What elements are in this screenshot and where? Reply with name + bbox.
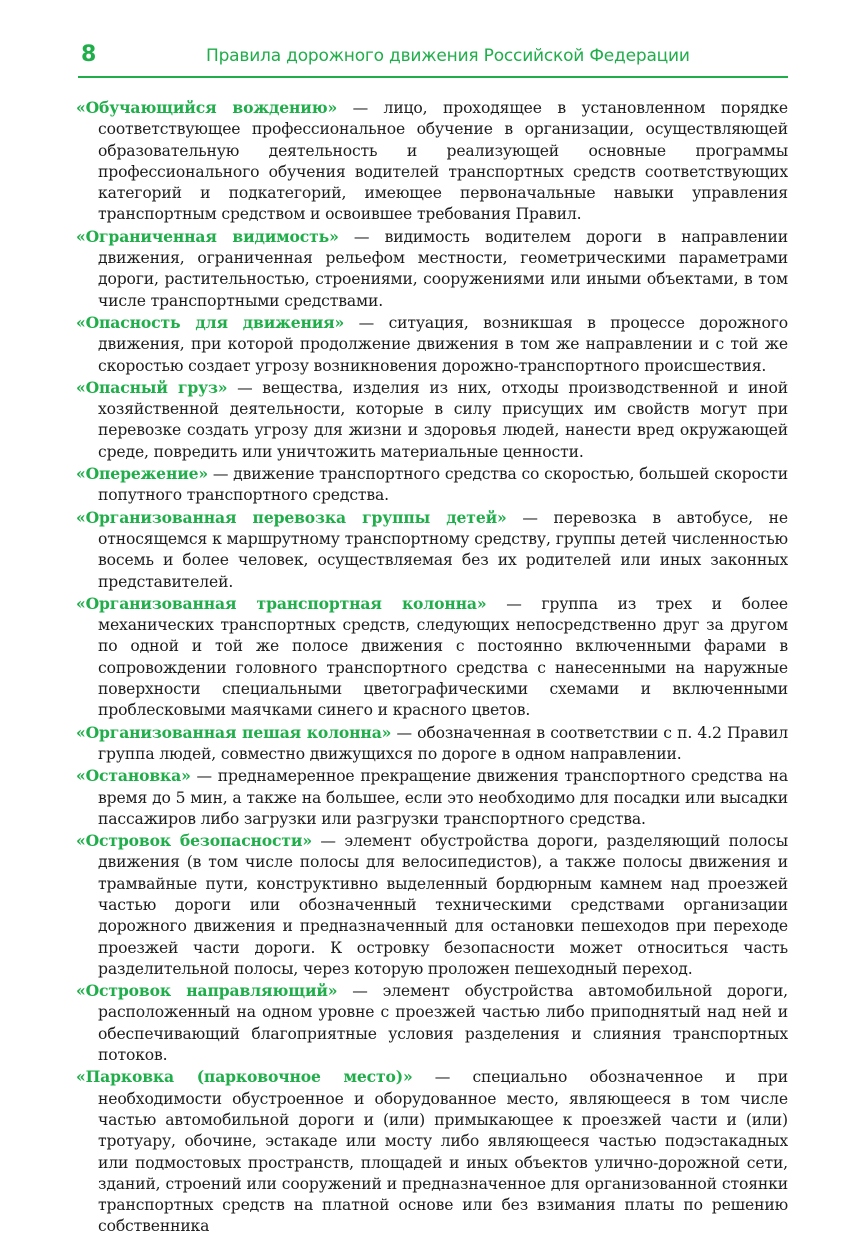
definition-entry	[76, 765, 788, 830]
definition-entry	[76, 980, 788, 1066]
definition-text: — обозначенная в соответствии с п. 4.2 Правил группа людей, совместно движущихся по дороге в одном направлении.	[98, 723, 788, 763]
definition-entry	[76, 507, 788, 593]
definition-text: — специально обозначенное и при необходимости обустроенное и оборудованное место, являющееся в том числе частью автомобильной дороги и (или) примыкающее к проезжей части и (или) тротуару, обочине, эстакаде или мосту либо являющееся частью подэстакадных или подмостовых пространств, площадей и иных объектов улично-дорожной сети, зданий, строений или сооружений и предназначенное для организованной стоянки транспортных средств на платной основе или без взимания платы по решению собственника	[98, 1068, 788, 1236]
definition-term: «Опережение»	[76, 464, 209, 484]
definition-entry	[76, 830, 788, 980]
definition-term: «Островок направляющий»	[76, 981, 338, 1001]
definition-text: — видимость водителем дороги в направлении движения, ограниченная рельефом местности, геометрическими параметрами дороги, растительностью, строениями, сооружениями или иными объектами, в том числе транспортными средствами.	[98, 227, 789, 310]
definition-text: — лицо, проходящее в установленном порядке соответствующее профессиональное обучение в организации, осуществляющей образовательную деятельность и реализующей основные программы профессионального обучения водителей транспортных средств соответствующих категорий и подкатегорий, имеющее первоначальные навыки управления транспортным средством и освоившее требования Правил.	[98, 99, 788, 224]
definition-term: «Парковка (парковочное место)»	[76, 1067, 413, 1087]
definition-term: «Ограниченная видимость»	[76, 226, 339, 246]
definition-text: — группа из трех и более механических транспортных средств, следующих непосредственно друг за другом по одной и той же полосе движения с постоянно включенными фарами в сопровождении головного транспортного средства с нанесенными на наружные поверхности специальными цветографическими схемами и включенными проблесковыми маячками синего и красного цветов.	[98, 594, 789, 720]
definition-text: — элемент обустройства дороги, разделяющий полосы движения (в том числе полосы для велосипедистов), а также полосы движения и трамвайные пути, конструктивно выделенный бордюрным камнем над проезжей частью дороги или обозначенный техническими средствами организации дорожного движения и предназначенный для остановки пешеходов при переходе проезжей части дороги. К островку безопасности может относиться часть разделительной полосы, через которую проложен пешеходный переход.	[98, 832, 788, 978]
definition-entry	[76, 97, 788, 226]
page-header	[78, 40, 788, 78]
definition-term: «Опасность для движения»	[76, 312, 345, 332]
definition-entry	[76, 1066, 788, 1237]
definition-term: «Организованная пешая колонна»	[76, 722, 392, 742]
definition-entry	[76, 463, 788, 507]
definition-text: — движение транспортного средства со скоростью, большей скорости попутного транспортного средства.	[98, 465, 788, 505]
page-number: 8	[81, 42, 97, 67]
definition-term: «Опасный груз»	[76, 377, 228, 397]
definition-entry	[76, 722, 788, 766]
running-title: Правила дорожного движения Российской Федерации	[206, 46, 690, 66]
definition-term: «Организованная перевозка группы детей»	[76, 507, 507, 527]
definition-term: «Островок безопасности»	[76, 831, 312, 851]
definition-text: — преднамеренное прекращение движения транспортного средства на время до 5 мин, а также на большее, если это необходимо для посадки или высадки пассажиров либо загрузки или разгрузки транспортного средства.	[98, 767, 788, 828]
definition-entry	[76, 593, 788, 722]
definition-entry	[76, 377, 788, 463]
definition-term: «Организованная транспортная колонна»	[76, 593, 487, 613]
definition-text: — элемент обустройства автомобильной дороги, расположенный на одном уровне с проезжей частью либо приподнятый над ней и обеспечивающий благоприятные условия разделения и слияния транспортных потоков.	[98, 982, 788, 1065]
definition-entry	[76, 312, 788, 377]
definition-entry	[76, 226, 788, 312]
definition-text: — вещества, изделия из них, отходы производственной и иной хозяйственной деятельности, которые в силу присущих им свойств могут при перевозке создать угрозу для жизни и здоровья людей, нанести вред окружающей среде, повредить или уничтожить материальные ценности.	[98, 378, 789, 461]
definition-term: «Остановка»	[76, 766, 191, 786]
definition-text: — перевозка в автобусе, не относящемся к маршрутному транспортному средству, группы детей численностью восемь и более человек, осуществляемая без их родителей или иных законных представителей.	[98, 508, 788, 591]
definitions-list	[76, 97, 788, 1238]
definition-text: — ситуация, возникшая в процессе дорожного движения, при которой продолжение движения в том же направлении и с той же скоростью создает угрозу возникновения дорожно-транспортного происшествия.	[98, 313, 788, 375]
definition-term: «Обучающийся вождению»	[76, 98, 338, 117]
